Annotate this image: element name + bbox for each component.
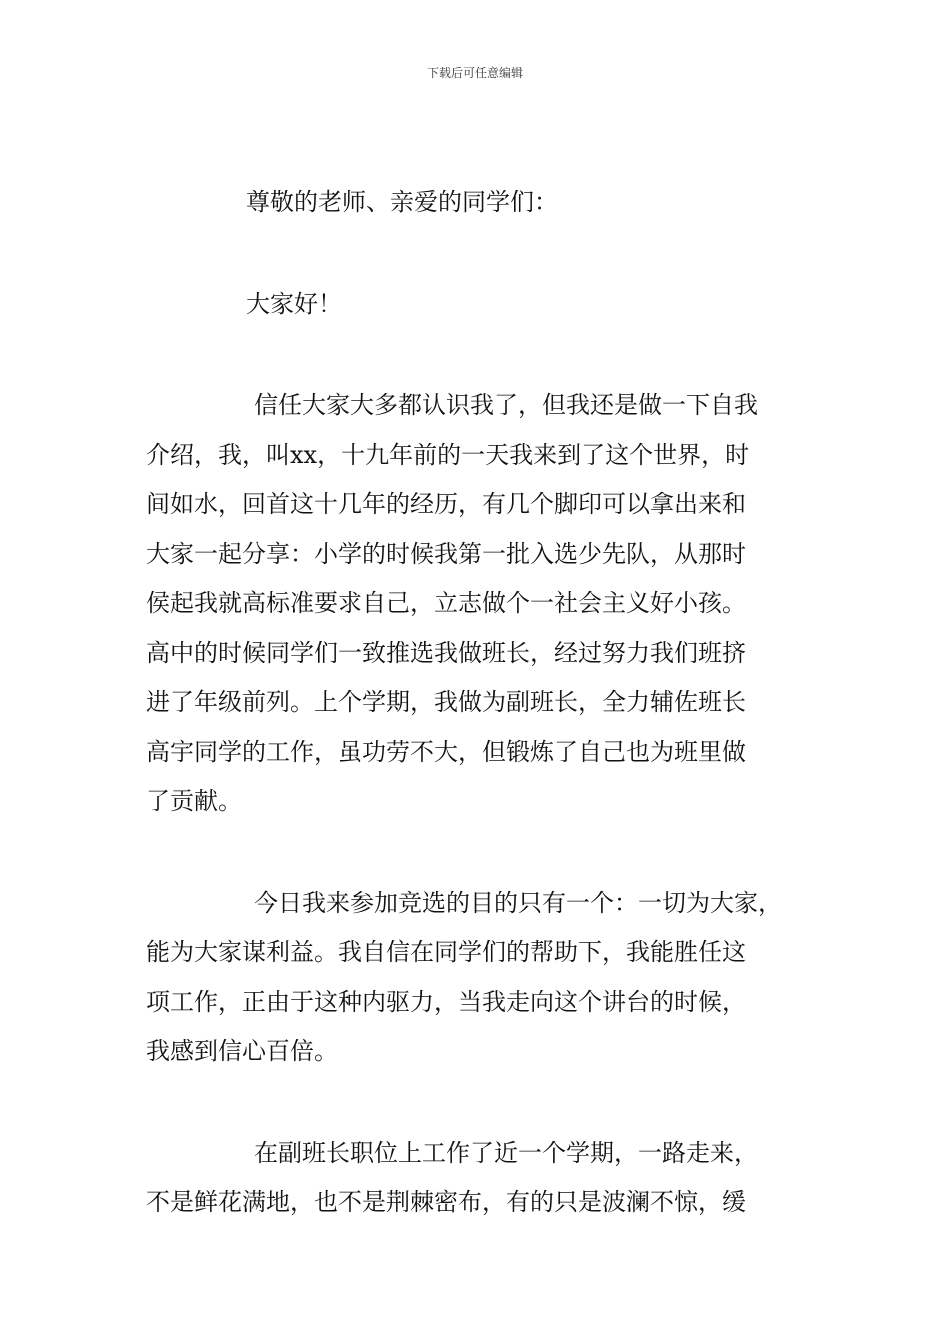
document-body: [146, 178, 806, 1228]
paragraph-line: 介绍，我，叫xx，十九年前的一天我来到了这个世界，时: [146, 440, 750, 469]
paragraph-line: 进了年级前列。上个学期，我做为副班长，全力辅佐班长: [146, 688, 746, 716]
paragraph-line: 项工作，正由于这种内驱力，当我走向这个讲台的时候，: [146, 987, 746, 1016]
paragraph-line: 间如水，回首这十几年的经历，有几个脚印可以拿出来和: [146, 490, 746, 518]
paragraph-line: 我感到信心百倍。: [146, 1037, 338, 1065]
paragraph-line: 不是鲜花满地，也不是荆棘密布，有的只是波澜不惊，缓: [146, 1188, 746, 1216]
paragraph-line: 了贡献。: [146, 787, 242, 815]
paragraph-line: 高宇同学的工作，虽功劳不大，但锻炼了自己也为班里做: [146, 737, 746, 766]
paragraph-line: 大家一起分享：小学的时候我第一批入选少先队，从那时: [146, 539, 746, 568]
paragraph-line: 今日我来参加竞选的目的只有一个：一切为大家，: [254, 888, 782, 917]
paragraph-line: 信任大家大多都认识我了，但我还是做一下自我: [254, 391, 758, 419]
greeting: 大家好！: [246, 289, 342, 318]
paragraph-line: 在副班长职位上工作了近一个学期，一路走来，: [254, 1138, 758, 1167]
paragraph-line: 能为大家谋利益。我自信在同学们的帮助下，我能胜任这: [146, 938, 746, 966]
paragraph-line: 高中的时候同学们一致推选我做班长，经过努力我们班挤: [146, 638, 746, 667]
salutation: 尊敬的老师、亲爱的同学们：: [246, 188, 558, 216]
paragraph-1: [146, 381, 806, 827]
paragraph-line: 侯起我就高标准要求自己，立志做个一社会主义好小孩。: [146, 589, 746, 617]
paragraph-3: [146, 1129, 806, 1228]
page-header: 下载后可任意编辑: [426, 66, 523, 80]
paragraph-2: [146, 879, 806, 1077]
